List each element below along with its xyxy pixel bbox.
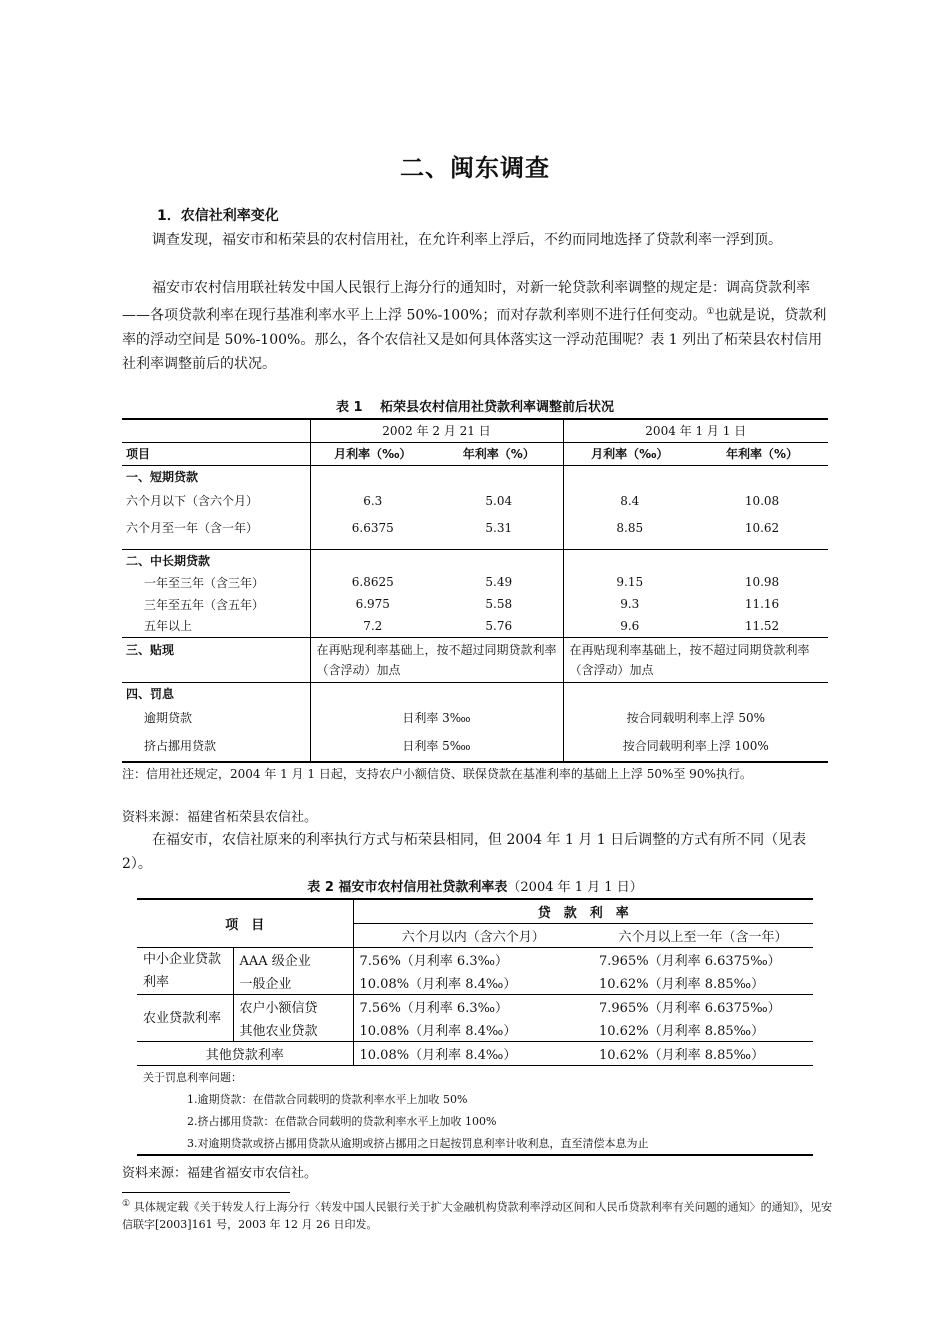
table1-section-discount: 三、贴现 (122, 637, 310, 682)
table2-penalty-3: 3.对逾期贷款或挤占挪用贷款从逾期或挤占挪用之日起按罚息利率计收利息，直至清偿本息为止 (137, 1132, 813, 1155)
footnote-divider (122, 1192, 290, 1193)
table-row: 一年至三年（含三年） 6.8625 5.49 9.15 10.98 (122, 571, 828, 593)
table2-caption: 表 2 福安市农村信用社贷款利率表（2004 年 1 月 1 日） (307, 880, 643, 895)
section-heading: 1．农信社利率变化 (157, 208, 279, 224)
paragraph-2-part-a: 福安市农村信用联社转发中国人民银行上海分行的通知时，对新一轮贷款利率调整的规定是：调高贷款利率——各项贷款利率在现行基准利率水平上上浮 50%-100%；而对存款利率则不进行任何变动。 (122, 280, 810, 324)
table2-source: 资料来源：福建省福安市农信社。 (122, 1166, 318, 1181)
footnote-ref[interactable]: ① (706, 307, 715, 317)
table2-header-c1: 六个月以内（含六个月） (353, 924, 593, 948)
table-row: 五年以上 7.2 5.76 9.6 11.52 (122, 615, 828, 637)
table2-group-agri: 农业贷款利率 (137, 995, 233, 1042)
table2-penalty-2: 2.挤占挪用贷款：在借款合同载明的贷款利率水平上加收 100% (187, 1115, 497, 1128)
table-row: 六个月以下（含六个月） 6.3 5.04 8.4 10.08 (122, 487, 828, 514)
footnote: ① 具体规定载《关于转发人行上海分行〈转发中国人民银行关于扩大金融机构贷款利率浮动区间和人民币贷款利率有关问题的通知〉的通知》，见安信联字[2003]161 号，2003 年 12 月 26 日印发。 (122, 1199, 833, 1231)
table1-section-short: 一、短期贷款 (122, 465, 310, 487)
table-row: 三年至五年（含五年） 6.975 5.58 9.3 11.16 (122, 593, 828, 615)
table1-source: 资料来源：福建省柘荣县农信社。 (122, 810, 318, 825)
table1-section-penalty: 四、罚息 (122, 682, 310, 704)
table2-header-c2: 六个月以上至一年（含一年） (618, 930, 788, 945)
paragraph-2-part-b: 也就是说，贷款利率的浮动空间是 50%-100%。那么，各个农信社又是如何具体落实这一浮动范围呢？表 1 列出了柘荣县农村信用社利率调整前后的状况。 (122, 307, 827, 372)
table2-penalty-1: 1.逾期贷款：在借款合同载明的贷款利率水平上加收 50% (187, 1093, 468, 1106)
table1-header-month1: 月利率（‰） (310, 442, 435, 465)
table1-date2: 2004 年 1 月 1 日 (563, 419, 828, 442)
paragraph-3: 在福安市，农信社原来的利率执行方式与柘荣县相同，但 2004 年 1 月 1 日后调整的方式有所不同（见表 2）。 (122, 832, 807, 872)
page-title: 二、闽东调查 (400, 154, 550, 182)
table2-header-item: 项 目 (137, 899, 353, 948)
table2-group-sme: 中小企业贷款利率 (137, 948, 233, 995)
table1 (122, 418, 828, 763)
table1-discount-2004: 在再贴现利率基础上，按不超过同期贷款利率（含浮动）加点 (563, 637, 828, 682)
table1-discount-2002: 在再贴现利率基础上，按不超过同期贷款利率（含浮动）加点 (310, 637, 563, 682)
table2: 项 目 贷 款 利 率 六个月以内（含六个月） 六个月以上至一年（含一年） 中小企业贷款利率 AAA 级企业 7.56%（月利率 6.3‰） 7.965%（月利率 6.6375‰） 一般企业 10.08%（月利率 8.4‰） 10.62%（月利率 8.85‰） 农业贷款利率 农户小额信贷 7.56%（月利率 6.3‰） 7.965%（月利率 6.6375‰） 其他农业贷款 10.08%（月利率 8.4‰） 10.62%（月利率 8.85‰） 其他贷款利率 10.08%（月利率 8.4‰） 10.62%（月利率 8.85‰） 关于罚息利率问题： 1.逾期贷款：在借款合同载明的贷款利率水平上加收 50% 2.挤占挪用贷款：在借款合同载明的贷款利率水平上加收 100% 3.对逾期贷款或挤占挪用贷款从逾期或挤占挪用之日起按罚息利率计收利息，直至清偿本息为止 (137, 898, 813, 1156)
table1-header-year1: 年利率（%） (435, 442, 563, 465)
table1-section-long: 二、中长期贷款 (122, 549, 310, 571)
table1-caption: 表 1 柘荣县农村信用社贷款利率调整前后状况 (335, 400, 615, 415)
table1-header-month2: 月利率（‰） (563, 442, 696, 465)
paragraph-1: 调查发现，福安市和柘荣县的农村信用社，在允许利率上浮后，不约而同地选择了贷款利率一浮到顶。 (152, 232, 782, 248)
table-row: 六个月至一年（含一年） 6.6375 5.31 8.85 10.62 (122, 514, 828, 541)
table1-note: 注：信用社还规定，2004 年 1 月 1 日起，支持农户小额信贷、联保贷款在基准利率的基础上上浮 50%至 90%执行。 (122, 767, 752, 781)
table-row: 挤占挪用贷款 日利率 5‱ 按合同载明利率上浮 100% (122, 730, 828, 762)
paragraph-2 (122, 276, 834, 376)
table1-header-item: 项目 (122, 442, 310, 465)
table1-date1: 2002 年 2 月 21 日 (310, 419, 563, 442)
table1-header-year2: 年利率（%） (696, 442, 828, 465)
table2-header-rate: 贷 款 利 率 (353, 899, 813, 924)
table2-penalty-title: 关于罚息利率问题： (143, 1071, 242, 1084)
table-row: 逾期贷款 日利率 3‱ 按合同载明利率上浮 50% (122, 704, 828, 730)
table2-other: 其他贷款利率 (137, 1042, 353, 1066)
